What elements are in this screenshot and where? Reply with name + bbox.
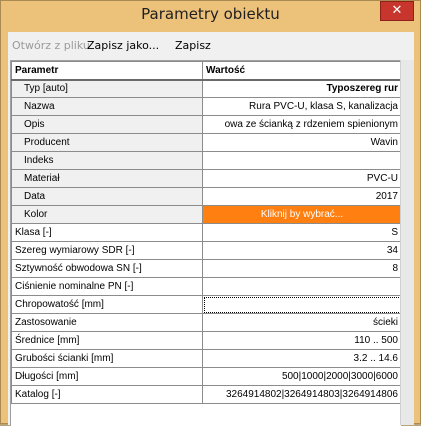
column-header-value[interactable]: Wartość — [203, 62, 402, 80]
param-name: Długości [mm] — [12, 368, 203, 386]
client-area — [8, 32, 414, 425]
param-name: Klasa [-] — [12, 224, 203, 242]
table-row[interactable] — [12, 170, 402, 188]
param-value[interactable]: 3264914802|3264914803|3264914806 — [203, 386, 402, 404]
table-row[interactable] — [12, 386, 402, 404]
param-value[interactable] — [203, 152, 402, 170]
param-value[interactable]: Typoszereg rur — [203, 80, 402, 98]
param-value[interactable]: 8 — [203, 260, 402, 278]
param-name: Indeks — [12, 152, 203, 170]
table-row[interactable] — [12, 98, 402, 116]
param-value[interactable]: 110 .. 500 — [203, 332, 402, 350]
param-value[interactable] — [203, 296, 402, 314]
param-name: Katalog [-] — [12, 386, 203, 404]
param-value[interactable]: S — [203, 224, 402, 242]
table-row[interactable] — [12, 278, 402, 296]
property-table — [11, 61, 401, 404]
table-row[interactable] — [12, 116, 402, 134]
header-row — [12, 62, 402, 80]
table-row[interactable] — [12, 368, 402, 386]
color-picker-cell[interactable]: Kliknij by wybrać... — [203, 206, 402, 224]
table-row[interactable] — [12, 152, 402, 170]
param-value[interactable] — [203, 278, 402, 296]
param-name: Szereg wymiarowy SDR [-] — [12, 242, 203, 260]
param-name: Chropowatość [mm] — [12, 296, 203, 314]
table-row[interactable] — [12, 332, 402, 350]
param-name: Nazwa — [12, 98, 203, 116]
table-row[interactable] — [12, 350, 402, 368]
window-title: Parametry obiektu — [141, 5, 280, 23]
property-grid — [10, 60, 401, 426]
table-row[interactable] — [12, 134, 402, 152]
table-row[interactable] — [12, 314, 402, 332]
toolbar — [8, 32, 414, 60]
param-name: Zastosowanie — [12, 314, 203, 332]
param-name: Ciśnienie nominalne PN [-] — [12, 278, 203, 296]
param-name: Data — [12, 188, 203, 206]
table-row[interactable] — [12, 242, 402, 260]
param-value[interactable]: 34 — [203, 242, 402, 260]
param-name: Producent — [12, 134, 203, 152]
param-name: Kolor — [12, 206, 203, 224]
param-value[interactable]: ścieki — [203, 314, 402, 332]
table-row[interactable] — [12, 188, 402, 206]
table-row[interactable] — [12, 296, 402, 314]
save-as-button[interactable]: Zapisz jako... — [87, 39, 160, 52]
table-row[interactable] — [12, 224, 402, 242]
param-name: Średnice [mm] — [12, 332, 203, 350]
param-value[interactable]: 2017 — [203, 188, 402, 206]
table-row[interactable] — [12, 260, 402, 278]
save-button[interactable]: Zapisz — [175, 39, 211, 52]
param-name: Opis — [12, 116, 203, 134]
param-value[interactable]: 500|1000|2000|3000|6000 — [203, 368, 402, 386]
param-name: Materiał — [12, 170, 203, 188]
param-name: Sztywność obwodowa SN [-] — [12, 260, 203, 278]
close-icon: ✕ — [391, 3, 403, 18]
table-row[interactable] — [12, 206, 402, 224]
open-from-file-button[interactable]: Otwórz z pliku — [12, 39, 90, 52]
table-row[interactable] — [12, 80, 402, 98]
param-name: Grubości ścianki [mm] — [12, 350, 203, 368]
param-value[interactable]: PVC-U — [203, 170, 402, 188]
param-value[interactable]: owa ze ścianką z rdzeniem spienionym — [203, 116, 402, 134]
param-name: Typ [auto] — [12, 80, 203, 98]
vertical-scrollbar[interactable] — [400, 60, 414, 425]
param-value[interactable]: Rura PVC-U, klasa S, kanalizacja — [203, 98, 402, 116]
column-header-param[interactable]: Parametr — [12, 62, 203, 80]
close-button[interactable] — [380, 1, 414, 21]
param-value[interactable]: 3.2 .. 14.6 — [203, 350, 402, 368]
title-bar[interactable] — [1, 1, 420, 32]
param-value[interactable]: Wavin — [203, 134, 402, 152]
